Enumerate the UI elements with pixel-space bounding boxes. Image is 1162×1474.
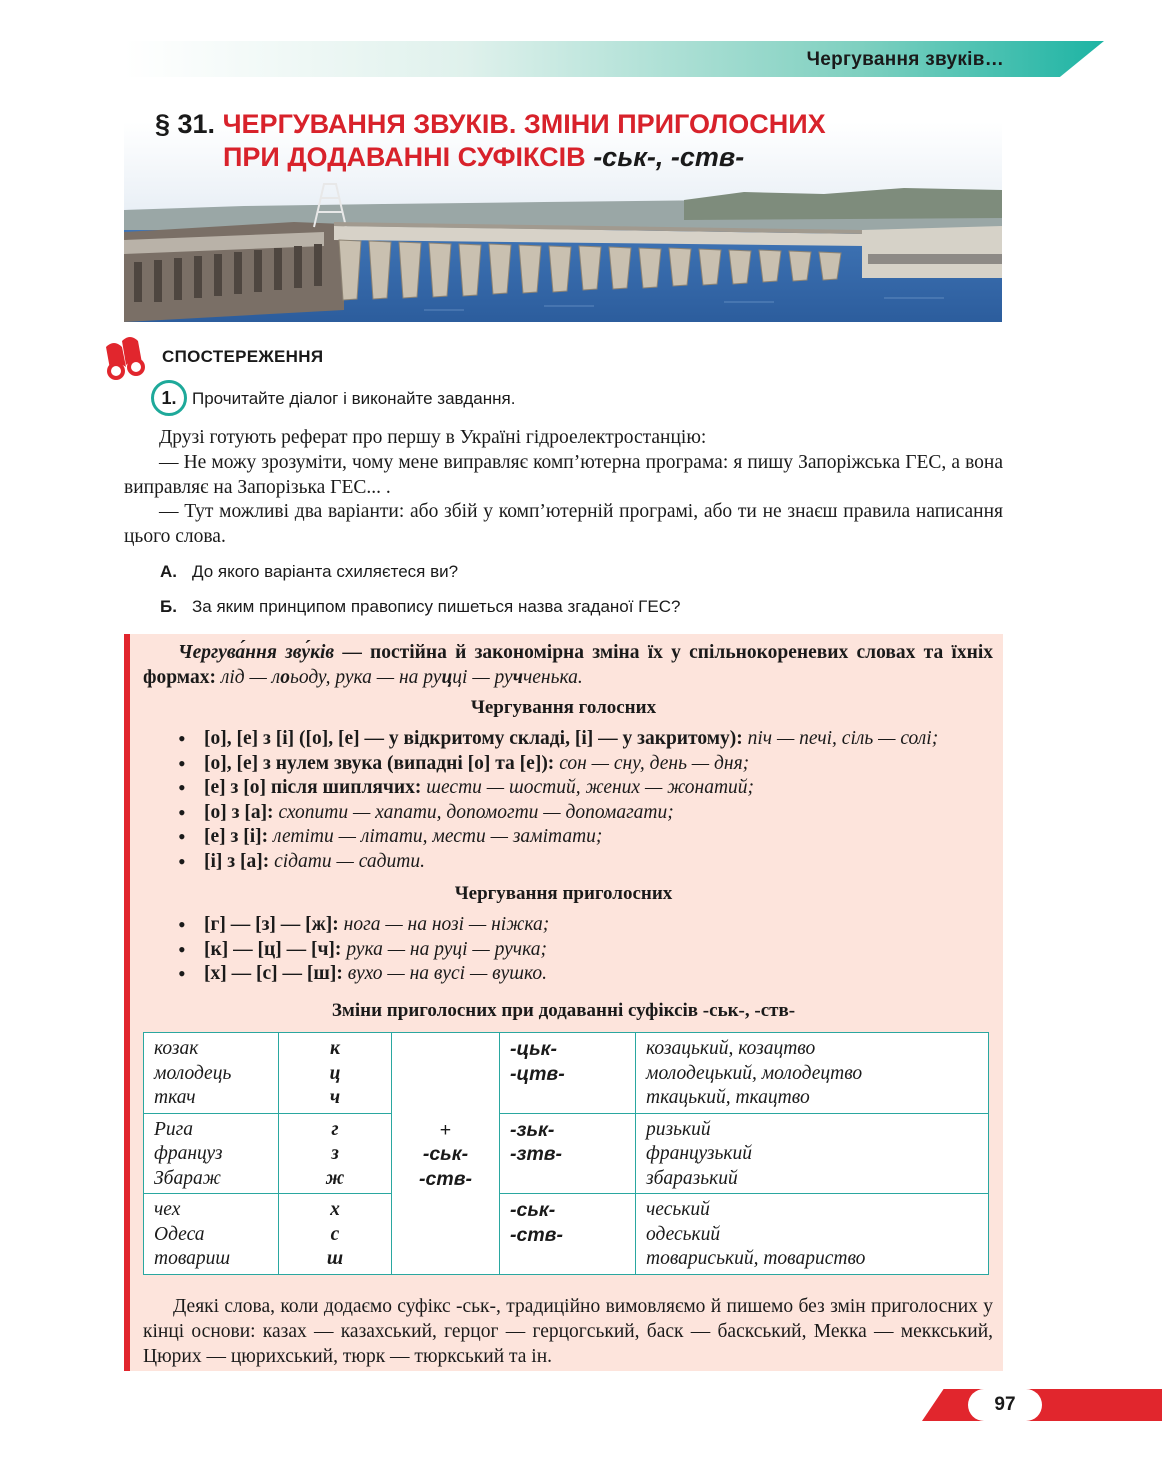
running-title: Чергування звуків… [806,49,1004,70]
list-item: • [і] з [а]: сідати — садити. [178,850,998,875]
title-line-2: ПРИ ДОДАВАННІ СУФІКСІВ [223,142,586,172]
paragraph-title [155,108,826,174]
vowels-heading: Чергування голосних [470,697,657,718]
question-a: А. До якого варіанта схиляєтеся ви? [160,562,459,581]
task-instruction: Прочитайте діалог і виконайте завдання. [192,389,516,408]
page-number: 97 [968,1389,1042,1421]
task-number: 1. [151,380,187,416]
paragraph-number: § 31. [155,109,216,139]
suffix-table [143,1032,989,1275]
table-row: Рига француз Збараж г з ж -зьк- -зтв- ризький французький збаразький [144,1113,989,1194]
list-item: • [г] — [з] — [ж]: нога — на нозі — ніжка; [178,913,998,938]
list-item: • [о], [е] з [і] ([о], [е] — у відкритому складі, [і] — у закритому): піч — печі, сіль — солі; [178,727,998,752]
rule-definition: Чергува́ння зву́ків — постійна й закономірна зміна їх у спільнокореневих словах та їхніх формах: лід — лоьоду, рука — на руцці — ручченька. [143,642,993,688]
suffix-cell: + -ськ- -ств- [392,1033,500,1275]
list-item: • [о], [е] з нулем звука (випадні [о] та [е]): сон — сну, день — дня; [178,752,998,777]
table-row: козак молодець ткач к ц ч + -ськ- -ств- -цьк- -цтв- козацький, козацтво молодецький, молодецтво ткацький, ткацтво [144,1033,989,1114]
list-item: • [е] з [і]: летіти — літати, мести — замітати; [178,825,998,850]
table-heading: Зміни приголосних при додаванні суфіксів -ськ-, -ств- [331,1000,796,1021]
question-b: Б. За яким принципом правопису пишеться назва згаданої ГЕС? [160,597,681,616]
observation-icon [100,333,156,381]
table-row: чех Одеса товариш х с ш -ськ- -ств- чеський одеський товариський, товариство [144,1194,989,1275]
vowel-rules-list [178,727,998,875]
list-item: • [х] — [с] — [ш]: вухо — на вусі — вушко. [178,962,998,987]
list-item: • [е] з [о] після шиплячих: шести — шостий, жених — жонатий; [178,776,998,801]
dialog-line-2: — Тут можливі два варіанти: або збій у комп’ютерній програмі, або ти не знаєш правила написання цього слова. [124,501,1003,547]
consonants-heading: Чергування приголосних [454,883,673,904]
rule-footnote: Деякі слова, коли додаємо суфікс -ськ-, традиційно вимовляємо й пишемо без змін приголосних у кінці основи: казах — казахський, герцог — герцогський, баск — баскський, Мекка — меккський, Цюрих — цюрихський, тюрк — тюркський та ін. [143,1296,993,1367]
consonant-rules-list [178,913,998,987]
title-suffixes: -ськ-, -ств- [593,142,745,172]
dialog-line-1: — Не можу зрозуміти, чому мене виправляє комп’ютерна програма: я пишу Запоріжська ГЕС, а вона виправляє на Запорізька ГЕС... . [124,452,1003,498]
page-number-band [922,1389,1162,1421]
title-line-1: ЧЕРГУВАННЯ ЗВУКІВ. ЗМІНИ ПРИГОЛОСНИХ [222,109,826,139]
list-item: • [о] з [а]: схопити — хапати, допомогти — допомагати; [178,801,998,826]
dialog-intro: Друзі готують реферат про першу в Україні гідроелектростанцію: [159,427,707,448]
list-item: • [к] — [ц] — [ч]: рука — на руці — ручка; [178,938,998,963]
section-heading: СПОСТЕРЕЖЕННЯ [162,347,324,366]
